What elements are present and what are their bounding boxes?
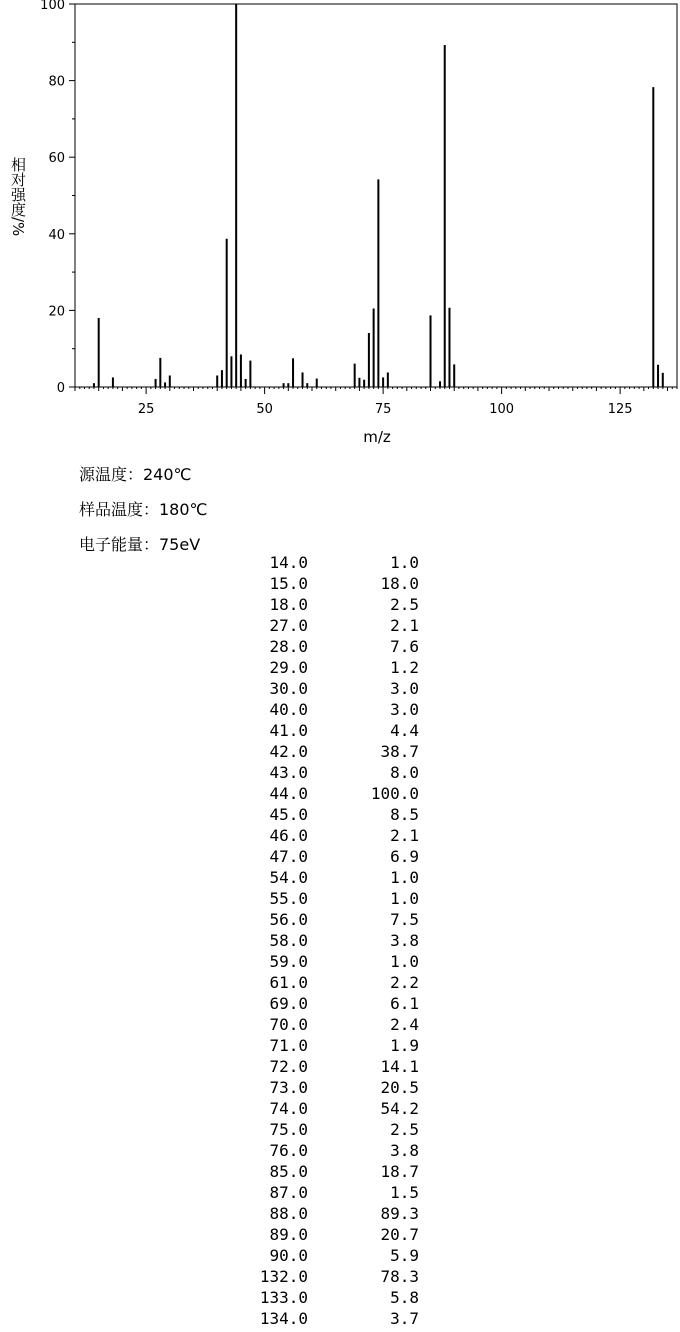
peak-mz: 55.0 — [269, 889, 308, 908]
peak-mz: 134.0 — [259, 1309, 308, 1328]
peak-table-row — [0, 1287, 680, 1308]
peak-table-row — [0, 1308, 680, 1329]
peak-abundance: 18.0 — [380, 574, 419, 593]
peak-table-row — [0, 1014, 680, 1035]
x-tick-label: 75 — [374, 402, 392, 417]
peak-abundance: 5.9 — [390, 1246, 419, 1265]
peak-abundance: 2.4 — [390, 1015, 419, 1034]
x-tick-label: 125 — [607, 402, 633, 417]
peak-mz: 90.0 — [269, 1246, 308, 1265]
peak-mz: 59.0 — [269, 952, 308, 971]
peak-mz: 69.0 — [269, 994, 308, 1013]
peak-abundance: 20.7 — [380, 1225, 419, 1244]
mass-spectrum-chart — [0, 0, 680, 450]
peak-abundance: 7.6 — [390, 637, 419, 656]
peak-table-row — [0, 1056, 680, 1077]
peak-table-row — [0, 1077, 680, 1098]
sample-temperature: 样品温度：180℃ — [79, 500, 208, 519]
peak-abundance: 3.0 — [390, 700, 419, 719]
peak-mz: 89.0 — [269, 1225, 308, 1244]
peak-abundance: 20.5 — [380, 1078, 419, 1097]
electron-energy: 电子能量：75eV — [79, 535, 201, 554]
peak-abundance: 1.5 — [390, 1183, 419, 1202]
peak-mz: 41.0 — [269, 721, 308, 740]
peak-table-row — [0, 972, 680, 993]
peak-mz: 40.0 — [269, 700, 308, 719]
peak-mz: 54.0 — [269, 868, 308, 887]
peak-mz: 75.0 — [269, 1120, 308, 1139]
peak-mz: 70.0 — [269, 1015, 308, 1034]
peak-mz: 76.0 — [269, 1141, 308, 1160]
peak-mz: 30.0 — [269, 679, 308, 698]
peak-abundance: 1.9 — [390, 1036, 419, 1055]
peak-table-row — [0, 657, 680, 678]
peak-table-row — [0, 930, 680, 951]
peak-mz: 132.0 — [259, 1267, 308, 1286]
peak-abundance: 3.0 — [390, 679, 419, 698]
peak-table-row — [0, 1224, 680, 1245]
y-tick-label: 40 — [48, 227, 65, 243]
peak-table-row — [0, 1245, 680, 1266]
peak-table-row — [0, 909, 680, 930]
peak-table — [0, 552, 680, 1329]
peak-mz: 73.0 — [269, 1078, 308, 1097]
peak-table-row — [0, 825, 680, 846]
peak-abundance: 8.0 — [390, 763, 419, 782]
peak-table-row — [0, 846, 680, 867]
peak-mz: 28.0 — [269, 637, 308, 656]
peak-abundance: 2.1 — [390, 616, 419, 635]
y-axis-title: 相对强度/% — [9, 157, 27, 237]
peak-abundance: 7.5 — [390, 910, 419, 929]
y-tick-label: 80 — [48, 74, 65, 90]
peak-abundance: 4.4 — [390, 721, 419, 740]
peak-abundance: 3.8 — [390, 1141, 419, 1160]
peak-mz: 42.0 — [269, 742, 308, 761]
peak-abundance: 1.0 — [390, 952, 419, 971]
peak-mz: 74.0 — [269, 1099, 308, 1118]
peak-abundance: 2.2 — [390, 973, 419, 992]
x-tick-label: 100 — [489, 402, 515, 417]
peak-table-row — [0, 762, 680, 783]
y-tick-label: 60 — [48, 151, 65, 167]
peak-mz: 58.0 — [269, 931, 308, 950]
peak-mz: 61.0 — [269, 973, 308, 992]
peak-mz: 56.0 — [269, 910, 308, 929]
peak-abundance: 89.3 — [380, 1204, 419, 1223]
peak-abundance: 3.7 — [390, 1309, 419, 1328]
peak-table-row — [0, 573, 680, 594]
peak-table-row — [0, 1266, 680, 1287]
peak-table-row — [0, 678, 680, 699]
peak-table-row — [0, 867, 680, 888]
peak-abundance: 78.3 — [380, 1267, 419, 1286]
peak-abundance: 100.0 — [370, 784, 419, 803]
x-axis-title: m/z — [363, 428, 391, 446]
peak-table-row — [0, 1140, 680, 1161]
peak-abundance: 5.8 — [390, 1288, 419, 1307]
peak-abundance: 18.7 — [380, 1162, 419, 1181]
peak-table-row — [0, 951, 680, 972]
peak-mz: 14.0 — [269, 553, 308, 572]
peak-mz: 43.0 — [269, 763, 308, 782]
peak-mz: 87.0 — [269, 1183, 308, 1202]
peak-abundance: 2.5 — [390, 595, 419, 614]
peak-abundance: 14.1 — [380, 1057, 419, 1076]
plot-frame — [75, 4, 677, 387]
peak-table-row — [0, 1203, 680, 1224]
peak-mz: 45.0 — [269, 805, 308, 824]
peak-table-row — [0, 720, 680, 741]
peak-table-row — [0, 699, 680, 720]
peak-abundance: 1.0 — [390, 868, 419, 887]
peak-abundance: 54.2 — [380, 1099, 419, 1118]
peak-table-row — [0, 594, 680, 615]
peak-abundance: 1.2 — [390, 658, 419, 677]
peak-table-row — [0, 636, 680, 657]
peak-table-row — [0, 888, 680, 909]
peak-table-row — [0, 804, 680, 825]
peak-abundance: 1.0 — [390, 553, 419, 572]
peak-table-row — [0, 783, 680, 804]
peak-abundance: 2.1 — [390, 826, 419, 845]
peak-mz: 133.0 — [259, 1288, 308, 1307]
peak-table-row — [0, 615, 680, 636]
peak-table-row — [0, 1119, 680, 1140]
peak-abundance: 6.1 — [390, 994, 419, 1013]
x-tick-label: 50 — [256, 402, 273, 417]
peak-table-row — [0, 1098, 680, 1119]
peak-table-row — [0, 1161, 680, 1182]
y-tick-label: 20 — [48, 304, 65, 320]
peak-abundance: 2.5 — [390, 1120, 419, 1139]
peak-abundance: 8.5 — [390, 805, 419, 824]
peak-mz: 18.0 — [269, 595, 308, 614]
peak-table-row — [0, 1035, 680, 1056]
x-tick-label: 25 — [137, 402, 155, 417]
peak-table-row — [0, 993, 680, 1014]
peak-abundance: 6.9 — [390, 847, 419, 866]
source-temperature: 源温度：240℃ — [79, 465, 192, 484]
peak-mz: 72.0 — [269, 1057, 308, 1076]
peak-table-row — [0, 741, 680, 762]
peak-mz: 27.0 — [269, 616, 308, 635]
peak-mz: 46.0 — [269, 826, 308, 845]
peak-mz: 71.0 — [269, 1036, 308, 1055]
peak-table-row — [0, 1182, 680, 1203]
peak-mz: 15.0 — [269, 574, 308, 593]
peak-table-row — [0, 552, 680, 573]
y-tick-label: 100 — [40, 0, 65, 13]
peak-mz: 44.0 — [269, 784, 308, 803]
peak-mz: 85.0 — [269, 1162, 308, 1181]
peak-abundance: 1.0 — [390, 889, 419, 908]
peak-mz: 29.0 — [269, 658, 308, 677]
peak-abundance: 38.7 — [380, 742, 419, 761]
peak-mz: 47.0 — [269, 847, 308, 866]
peak-abundance: 3.8 — [390, 931, 419, 950]
peak-mz: 88.0 — [269, 1204, 308, 1223]
y-tick-label: 0 — [56, 381, 65, 396]
